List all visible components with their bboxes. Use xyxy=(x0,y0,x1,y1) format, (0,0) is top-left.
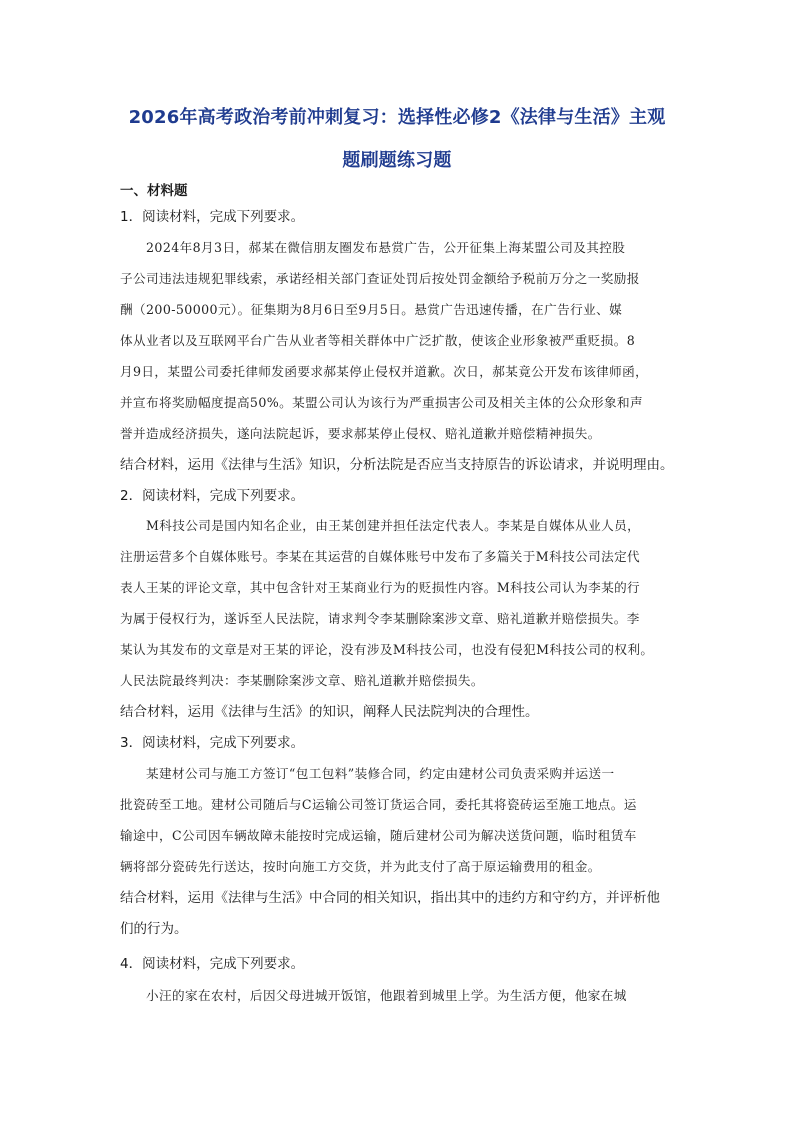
q4-material-line: 小汪的家在农村，后因父母进城开饭馆，他跟着到城里上学。为生活方便，他家在城 xyxy=(146,988,627,1003)
section-heading: 一、材料题 xyxy=(120,183,188,199)
q3-material-line: 输途中，C公司因车辆故障未能按时完成运输，随后建材公司为解决送货问题，临时租赁车 xyxy=(120,828,637,843)
q3-question-line1: 结合材料，运用《法律与生活》中合同的相关知识，指出其中的违约方和守约方，并评析他 xyxy=(120,890,660,906)
q3-material-line: 辆将部分瓷砖先行送达，按时向施工方交货，并为此支付了高于原运输费用的租金。 xyxy=(120,859,601,874)
q2-material-line: M科技公司是国内知名企业，由王某创建并担任法定代表人。李某是自媒体从业人员， xyxy=(146,518,641,533)
q3-prompt: 3．阅读材料，完成下列要求。 xyxy=(120,735,305,751)
q1-material-line: 并宣布将奖励幅度提高50%。某盟公司认为该行为严重损害公司及相关主体的公众形象和声 xyxy=(120,395,643,410)
q3-question-line2: 们的行为。 xyxy=(120,921,188,937)
q2-material-line: 表人王某的评论文章，其中包含针对王某商业行为的贬损性内容。M科技公司认为李某的行 xyxy=(120,580,641,595)
q1-material-line: 酬（200-50000元）。征集期为8月6日至9月5日。悬赏广告迅速传播，在广告行业、媒 xyxy=(120,302,623,317)
q1-material-line: 誉并造成经济损失，遂向法院起诉，要求郝某停止侵权、赔礼道歉并赔偿精神损失。 xyxy=(120,426,601,441)
q2-material-line: 为属于侵权行为，遂诉至人民法院，请求判令李某删除案涉文章、赔礼道歉并赔偿损失。李 xyxy=(120,611,640,626)
q2-material-line: 人民法院最终判决：李某删除案涉文章、赔礼道歉并赔偿损失。 xyxy=(120,673,484,688)
q1-material-line: 体从业者以及互联网平台广告从业者等相关群体中广泛扩散，使该企业形象被严重贬损。8 xyxy=(120,333,636,348)
q3-material-line: 批瓷砖至工地。建材公司随后与C运输公司签订货运合同，委托其将瓷砖运至施工地点。运 xyxy=(120,797,637,812)
q1-prompt: 1．阅读材料，完成下列要求。 xyxy=(120,209,305,225)
q1-material-line: 月9日，某盟公司委托律师发函要求郝某停止侵权并道歉。次日，郝某竟公开发布该律师函， xyxy=(120,364,649,379)
document-title-line1: 2026年高考政治考前冲刺复习：选择性必修2《法律与生活》主观 xyxy=(128,107,666,128)
document-title-line2: 题刷题练习题 xyxy=(342,150,452,171)
q2-question: 结合材料，运用《法律与生活》的知识，阐释人民法院判决的合理性。 xyxy=(120,704,539,720)
q1-question: 结合材料，运用《法律与生活》知识，分析法院是否应当支持原告的诉讼请求，并说明理由。 xyxy=(120,457,674,473)
q1-material-line: 子公司违法违规犯罪线索，承诺经相关部门查证处罚后按处罚金额给予税前万分之一奖励报 xyxy=(120,271,640,286)
q2-material-line: 某认为其发布的文章是对王某的评论，没有涉及M科技公司，也没有侵犯M科技公司的权利。 xyxy=(120,642,654,657)
q1-material-line: 2024年8月3日，郝某在微信朋友圈发布悬赏广告，公开征集上海某盟公司及其控股 xyxy=(146,240,626,255)
q2-prompt: 2．阅读材料，完成下列要求。 xyxy=(120,488,305,504)
q3-material-line: 某建材公司与施工方签订“包工包料”装修合同，约定由建材公司负责采购并运送一 xyxy=(146,766,615,781)
q4-prompt: 4．阅读材料，完成下列要求。 xyxy=(120,956,305,972)
q2-material-line: 注册运营多个自媒体账号。李某在其运营的自媒体账号中发布了多篇关于M科技公司法定代 xyxy=(120,549,641,564)
